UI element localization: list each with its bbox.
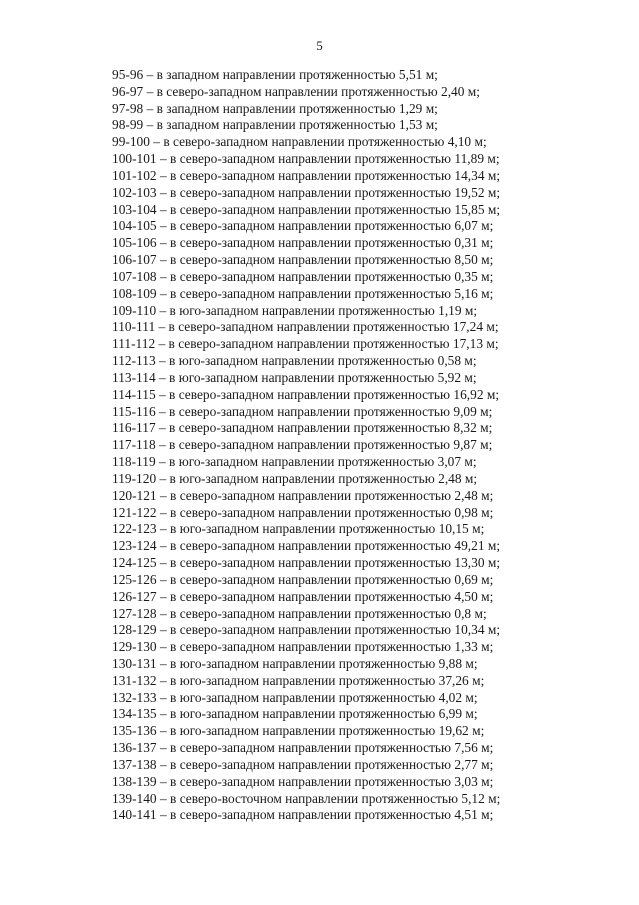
- boundary-segment-line: 103-104 – в северо-западном направлении протяженностью 15,85 м;: [112, 201, 501, 217]
- boundary-segment-line: 97-98 – в западном направлении протяженностью 1,29 м;: [112, 100, 438, 116]
- boundary-segment-line: 99-100 – в северо-западном направлении протяженностью 4,10 м;: [112, 134, 487, 150]
- boundary-segment-line: 95-96 – в западном направлении протяженностью 5,51 м;: [112, 67, 438, 82]
- boundary-segment-line: 107-108 – в северо-западном направлении протяженностью 0,35 м;: [112, 268, 494, 284]
- boundary-segment-line: 139-140 – в северо-восточном направлении протяженностью 5,12 м;: [112, 790, 501, 806]
- boundary-segment-line: 115-116 – в северо-западном направлении протяженностью 9,09 м;: [112, 403, 493, 419]
- boundary-segment-line: 128-129 – в северо-западном направлении протяженностью 10,34 м;: [112, 622, 501, 638]
- boundary-segment-line: 116-117 – в северо-западном направлении протяженностью 8,32 м;: [112, 420, 493, 436]
- boundary-segment-line: 109-110 – в юго-западном направлении протяженностью 1,19 м;: [112, 302, 478, 318]
- boundary-segment-line: 123-124 – в северо-западном направлении протяженностью 49,21 м;: [112, 538, 501, 554]
- boundary-segment-line: 98-99 – в западном направлении протяженностью 1,53 м;: [112, 117, 438, 133]
- boundary-segment-line: 131-132 – в юго-западном направлении протяженностью 37,26 м;: [112, 672, 485, 688]
- boundary-segment-line: 138-139 – в северо-западном направлении протяженностью 3,03 м;: [112, 773, 494, 789]
- boundary-segment-line: 120-121 – в северо-западном направлении протяженностью 2,48 м;: [112, 487, 494, 503]
- boundary-segment-line: 122-123 – в юго-западном направлении протяженностью 10,15 м;: [112, 521, 485, 537]
- boundary-segment-line: 96-97 – в северо-западном направлении протяженностью 2,40 м;: [112, 83, 480, 99]
- boundary-segment-line: 125-126 – в северо-западном направлении протяженностью 0,69 м;: [112, 571, 494, 587]
- boundary-segment-line: 111-112 – в северо-западном направлении протяженностью 17,13 м;: [112, 336, 499, 352]
- boundary-segment-line: 112-113 – в юго-западном направлении протяженностью 0,58 м;: [112, 353, 477, 369]
- boundary-segment-line: 129-130 – в северо-западном направлении протяженностью 1,33 м;: [112, 639, 494, 655]
- boundary-segment-line: 108-109 – в северо-западном направлении протяженностью 5,16 м;: [112, 285, 494, 301]
- boundary-segment-line: 100-101 – в северо-западном направлении протяженностью 11,89 м;: [112, 151, 500, 167]
- boundary-segment-line: 132-133 – в юго-западном направлении протяженностью 4,02 м;: [112, 689, 478, 705]
- boundary-segment-line: 110-111 – в северо-западном направлении протяженностью 17,24 м;: [112, 319, 499, 335]
- boundary-segment-line: 135-136 – в юго-западном направлении протяженностью 19,62 м;: [112, 723, 485, 739]
- boundary-segment-line: 118-119 – в юго-западном направлении протяженностью 3,07 м;: [112, 454, 477, 470]
- boundary-segment-line: 140-141 – в северо-западном направлении протяженностью 4,51 м;: [112, 807, 494, 823]
- boundary-segment-line: 117-118 – в северо-западном направлении протяженностью 9,87 м;: [112, 437, 493, 453]
- boundary-segment-line: 124-125 – в северо-западном направлении протяженностью 13,30 м;: [112, 555, 501, 571]
- boundary-segment-line: 101-102 – в северо-западном направлении протяженностью 14,34 м;: [112, 167, 501, 183]
- boundary-segment-line: 121-122 – в северо-западном направлении протяженностью 0,98 м;: [112, 504, 494, 520]
- boundary-segment-line: 119-120 – в юго-западном направлении протяженностью 2,48 м;: [112, 470, 478, 486]
- boundary-segment-line: 104-105 – в северо-западном направлении протяженностью 6,07 м;: [112, 218, 494, 234]
- boundary-segment-line: 105-106 – в северо-западном направлении протяженностью 0,31 м;: [112, 235, 494, 251]
- boundary-segment-line: 106-107 – в северо-западном направлении протяженностью 8,50 м;: [112, 252, 494, 268]
- page-number: 5: [316, 38, 323, 53]
- boundary-segment-line: 137-138 – в северо-западном направлении протяженностью 2,77 м;: [112, 756, 494, 772]
- boundary-segment-line: 126-127 – в северо-западном направлении протяженностью 4,50 м;: [112, 588, 494, 604]
- boundary-segment-line: 114-115 – в северо-западном направлении протяженностью 16,92 м;: [112, 386, 500, 402]
- boundary-segment-line: 134-135 – в юго-западном направлении протяженностью 6,99 м;: [112, 706, 478, 722]
- boundary-description-list: [112, 67, 632, 824]
- boundary-segment-line: 136-137 – в северо-западном направлении протяженностью 7,56 м;: [112, 740, 494, 756]
- boundary-segment-line: 127-128 – в северо-западном направлении протяженностью 0,8 м;: [112, 605, 487, 621]
- boundary-segment-line: 102-103 – в северо-западном направлении протяженностью 19,52 м;: [112, 184, 501, 200]
- boundary-segment-line: 130-131 – в юго-западном направлении протяженностью 9,88 м;: [112, 655, 478, 671]
- boundary-segment-line: 113-114 – в юго-западном направлении протяженностью 5,92 м;: [112, 369, 477, 385]
